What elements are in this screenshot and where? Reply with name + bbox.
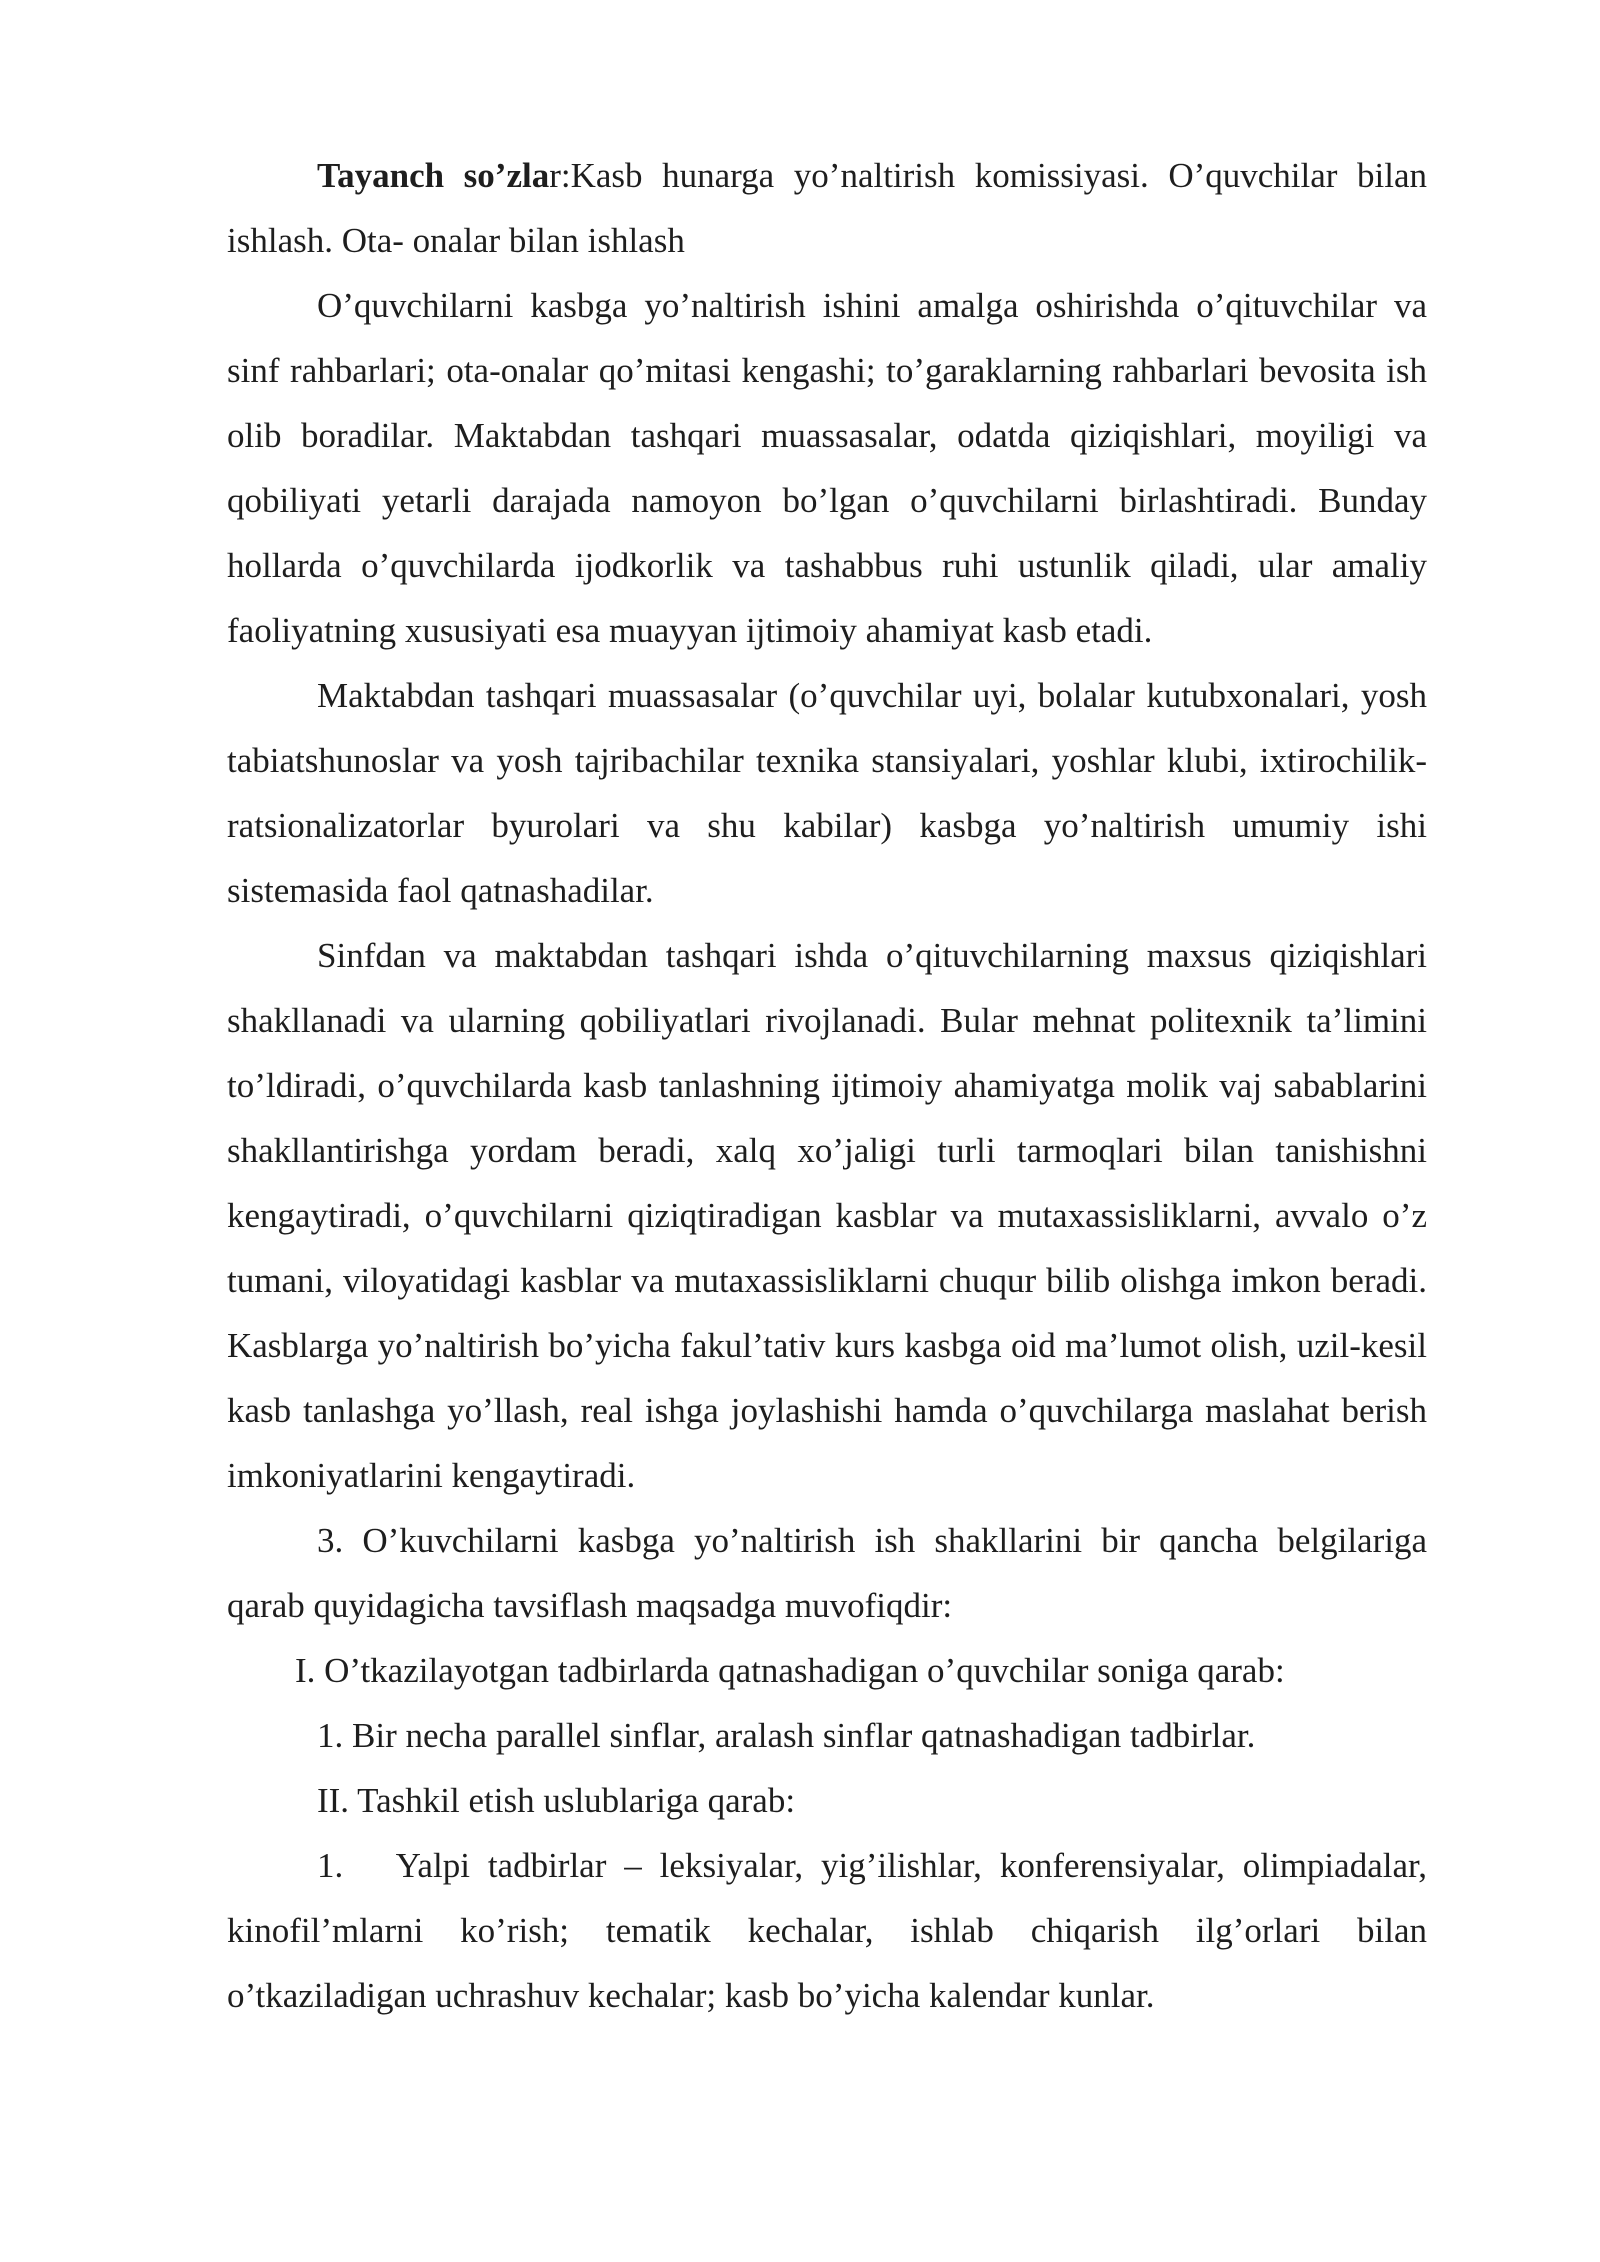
paragraph-4: 3. O’kuvchilarni kasbga yo’naltirish ish shakllarini bir qancha belgilariga qarab quyidagicha tavsiflash maqsadga muvofiqdir: xyxy=(227,1521,1427,1625)
list-section-2-heading: II. Tashkil etish uslublariga qarab: xyxy=(317,1781,796,1820)
list-section-1-heading: I. O’tkazilayotgan tadbirlarda qatnashadigan o’quvchilar soniga qarab: xyxy=(295,1651,1285,1690)
keywords-label: Tayanch so’zla xyxy=(317,156,550,195)
document-body xyxy=(227,143,1436,2028)
keywords-paragraph xyxy=(227,143,1427,273)
paragraph-2: Maktabdan tashqari muassasalar (o’quvchilar uyi, bolalar kutubxonalari, yosh tabiatshunoslar va yosh tajribachilar texnika stansiyalari, yoshlar klubi, ixtirochilik-ratsionalizatorlar byurolari va shu kabilar) kasbga yo’naltirish umumiy ishi sistemasida faol qatnashadilar. xyxy=(227,676,1427,910)
list-section-2-item-1: 1. Yalpi tadbirlar – leksiyalar, yig’ilishlar, konferensiyalar, olimpiadalar, kinofil’mlarni ko’rish; tematik kechalar, ishlab chiqarish ilg’orlari bilan o’tkaziladigan uchrashuv kechalar; kasb bo’yicha kalendar kunlar. xyxy=(227,1846,1436,2015)
paragraph-3: Sinfdan va maktabdan tashqari ishda o’qituvchilarning maxsus qiziqishlari shakllanadi va ularning qobiliyatlari rivojlanadi. Bular mehnat politexnik ta’limini to’ldiradi, o’quvchilarda kasb tanlashning ijtimoiy ahamiyatga molik vaj sabablarini shakllantirishga yordam beradi, xalq xo’jaligi turli tarmoqlari bilan tanishishni kengaytiradi, o’quvchilarni qiziqtiradigan kasblar va mutaxassisliklarni, avvalo o’z tumani, viloyatidagi kasblar va mutaxassisliklarni chuqur bilib olishga imkon beradi. Kasblarga yo’naltirish bo’yicha fakul’tativ kurs kasbga oid ma’lumot olish, uzil-kesil kasb tanlashga yo’llash, real ishga joylashishi hamda o’quvchilarga maslahat berish imkoniyatlarini kengaytiradi. xyxy=(227,936,1427,1495)
keywords-label-suffix: r: xyxy=(549,156,571,195)
paragraph-1: O’quvchilarni kasbga yo’naltirish ishini amalga oshirishda o’qituvchilar va sinf rahbarlari; ota-onalar qo’mitasi kengashi; to’garaklarning rahbarlari bevosita ish olib boradilar. Maktabdan tashqari muassasalar, odatda qiziqishlari, moyiligi va qobiliyati yetarli darajada namoyon bo’lgan o’quvchilarni birlashtiradi. Bunday hollarda o’quvchilarda ijodkorlik va tashabbus ruhi ustunlik qiladi, ular amaliy faoliyatning xususiyati esa muayyan ijtimoiy ahamiyat kasb etadi. xyxy=(227,286,1427,650)
list-section-1-item-1: 1. Bir necha parallel sinflar, aralash sinflar qatnashadigan tadbirlar. xyxy=(317,1716,1256,1755)
keywords-text: Kasb hunarga yo’naltirish komissiyasi. O’quvchilar bilan ishlash. Ota- onalar bilan ishlash xyxy=(227,156,1428,260)
